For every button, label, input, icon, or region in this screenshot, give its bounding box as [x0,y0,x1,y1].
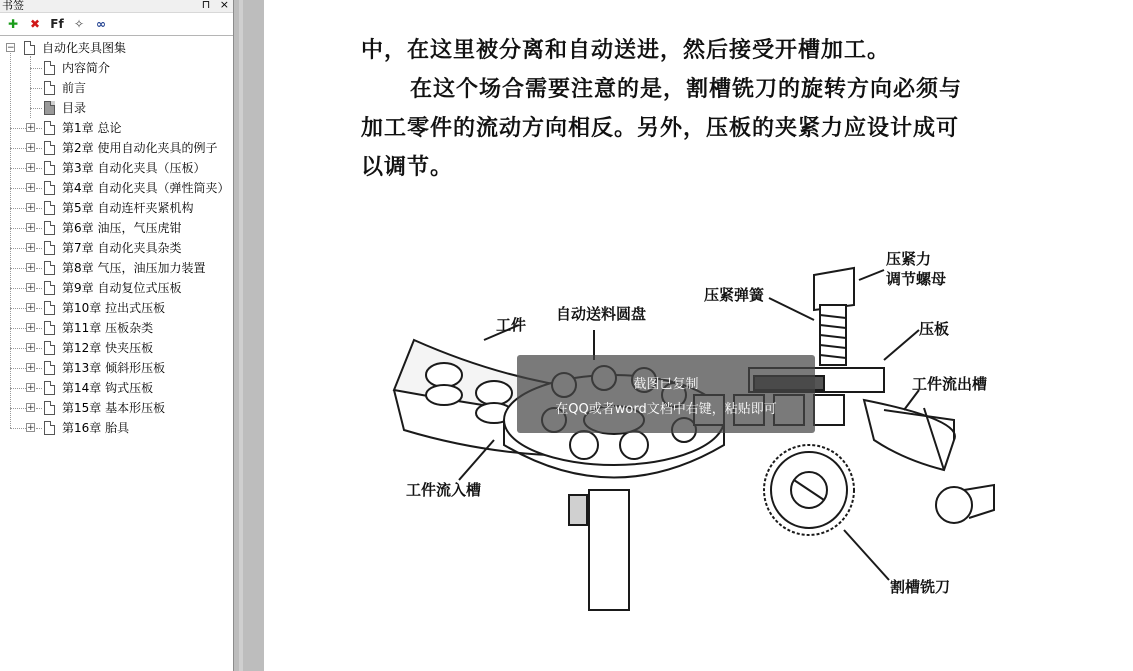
magic-wand-icon[interactable]: ✧ [73,17,85,31]
panel-title: 书签 [2,0,24,12]
bookmark-label: 第10章 拉出式压板 [62,301,166,315]
bookmark-item[interactable] [0,178,232,198]
bookmark-label: 第3章 自动化夹具（压板） [62,161,206,175]
label-inlet: 工件流入槽 [406,481,482,499]
expand-icon[interactable]: + [27,383,35,393]
page-icon [44,61,55,75]
expand-icon[interactable]: + [27,183,35,193]
bookmark-item[interactable] [0,418,232,438]
page-icon [44,361,55,375]
bookmark-label: 第1章 总论 [62,121,122,135]
page-icon [44,401,55,415]
tree-root[interactable] [0,38,232,58]
viewer-gutter [234,0,264,671]
bookmark-item[interactable] [0,318,232,338]
bookmark-label: 第9章 自动复位式压板 [62,281,182,295]
expand-icon[interactable]: + [27,123,35,133]
bookmark-label: 第13章 倾斜形压板 [62,361,166,375]
bookmark-item[interactable] [0,398,232,418]
bookmark-item[interactable] [0,198,232,218]
bookmark-item[interactable] [0,118,232,138]
page-icon [44,201,55,215]
bookmarks-panel [0,0,234,671]
bookmark-label: 目录 [62,101,87,115]
expand-icon[interactable]: + [27,143,35,153]
toast-message: 在QQ或者word文档中右键，粘贴即可 [555,402,777,417]
document-page [264,0,1133,671]
close-icon[interactable]: × [219,0,229,11]
document-icon [24,41,35,55]
label-adjust-nut: 调节螺母 [886,270,947,288]
paragraph-line: 中，在这里被分离和自动送进，然后接受开槽加工。 [361,37,891,63]
pin-icon[interactable]: ⊓ [201,0,211,11]
bookmark-item[interactable] [0,258,232,278]
bookmark-label: 第12章 快夹压板 [62,341,154,355]
paragraph-line: 加工零件的流动方向相反。另外，压板的夹紧力应设计成可 [361,115,960,141]
expand-icon[interactable]: + [27,163,35,173]
paragraph-line: 以调节。 [361,154,454,180]
bookmark-label: 第4章 自动化夹具（弹性筒夹） [62,181,230,195]
bookmark-item[interactable] [0,298,232,318]
bookmark-item[interactable] [0,338,232,358]
page-icon [44,281,55,295]
binoculars-icon[interactable]: ∞ [96,17,106,31]
bookmark-label: 第6章 油压，气压虎钳 [62,221,182,235]
page-icon [44,301,55,315]
page-icon [44,321,55,335]
bookmark-item[interactable] [0,278,232,298]
page-icon [44,221,55,235]
bookmark-label: 第2章 使用自动化夹具的例子 [62,141,218,155]
bookmark-item[interactable] [0,158,232,178]
bookmark-label: 第5章 自动连杆夹紧机构 [62,201,194,215]
panel-header [0,0,233,13]
bookmark-label: 第11章 压板杂类 [62,321,154,335]
page-icon [44,181,55,195]
expand-icon[interactable]: + [27,303,35,313]
add-bookmark-icon[interactable]: ✚ [7,17,19,31]
label-workpiece: 工件 [496,316,527,334]
toast-title: 截图已复制 [633,377,699,392]
label-clamp-plate: 压板 [919,320,950,338]
bookmark-label: 第7章 自动化夹具杂类 [62,241,182,255]
bookmark-label: 第15章 基本形压板 [62,401,166,415]
expand-icon[interactable]: + [27,403,35,413]
bookmark-label: 第14章 钩式压板 [62,381,154,395]
bookmark-item[interactable] [0,78,232,98]
label-outlet: 工件流出槽 [912,375,988,393]
paragraph-line: 在这个场合需要注意的是，割槽铣刀的旋转方向必须与 [410,76,963,102]
page-icon [44,421,55,435]
page-icon [44,141,55,155]
bookmark-label: 第16章 胎具 [62,421,130,435]
label-clamp-force: 压紧力 [886,250,932,268]
page-icon [44,161,55,175]
expand-icon[interactable]: + [27,243,35,253]
page-icon [44,261,55,275]
bookmark-item[interactable] [0,358,232,378]
page-icon [44,241,55,255]
expand-icon[interactable]: + [27,283,35,293]
expand-icon[interactable]: + [27,263,35,273]
page-icon [44,341,55,355]
page-icon [44,121,55,135]
expand-icon[interactable]: + [27,203,35,213]
font-style-icon[interactable]: Ff [50,17,64,31]
expand-icon[interactable]: + [27,323,35,333]
bookmark-label: 前言 [62,81,87,95]
fixture-illustration [264,0,1133,671]
bookmark-item[interactable] [0,98,232,118]
bookmark-item[interactable] [0,138,232,158]
page-icon [44,101,55,115]
collapse-icon[interactable]: − [7,43,15,53]
label-feed-disk: 自动送料圆盘 [556,305,647,323]
expand-icon[interactable]: + [27,363,35,373]
expand-icon[interactable]: + [27,423,35,433]
label-spring: 压紧弹簧 [704,286,765,304]
bookmark-item[interactable] [0,378,232,398]
bookmark-item[interactable] [0,218,232,238]
delete-bookmark-icon[interactable]: ✖ [29,17,41,31]
screenshot-toast [517,355,815,433]
bookmark-label: 第8章 气压，油压加力装置 [62,261,206,275]
label-cutter: 割槽铣刀 [890,578,951,596]
expand-icon[interactable]: + [27,343,35,353]
bookmark-item[interactable] [0,238,232,258]
bookmark-label: 内容简介 [62,61,111,75]
page-icon [44,381,55,395]
bookmark-item[interactable] [0,58,232,78]
tree-root-label: 自动化夹具图集 [42,41,127,55]
bookmark-toolbar [0,13,233,36]
page-icon [44,81,55,95]
expand-icon[interactable]: + [27,223,35,233]
